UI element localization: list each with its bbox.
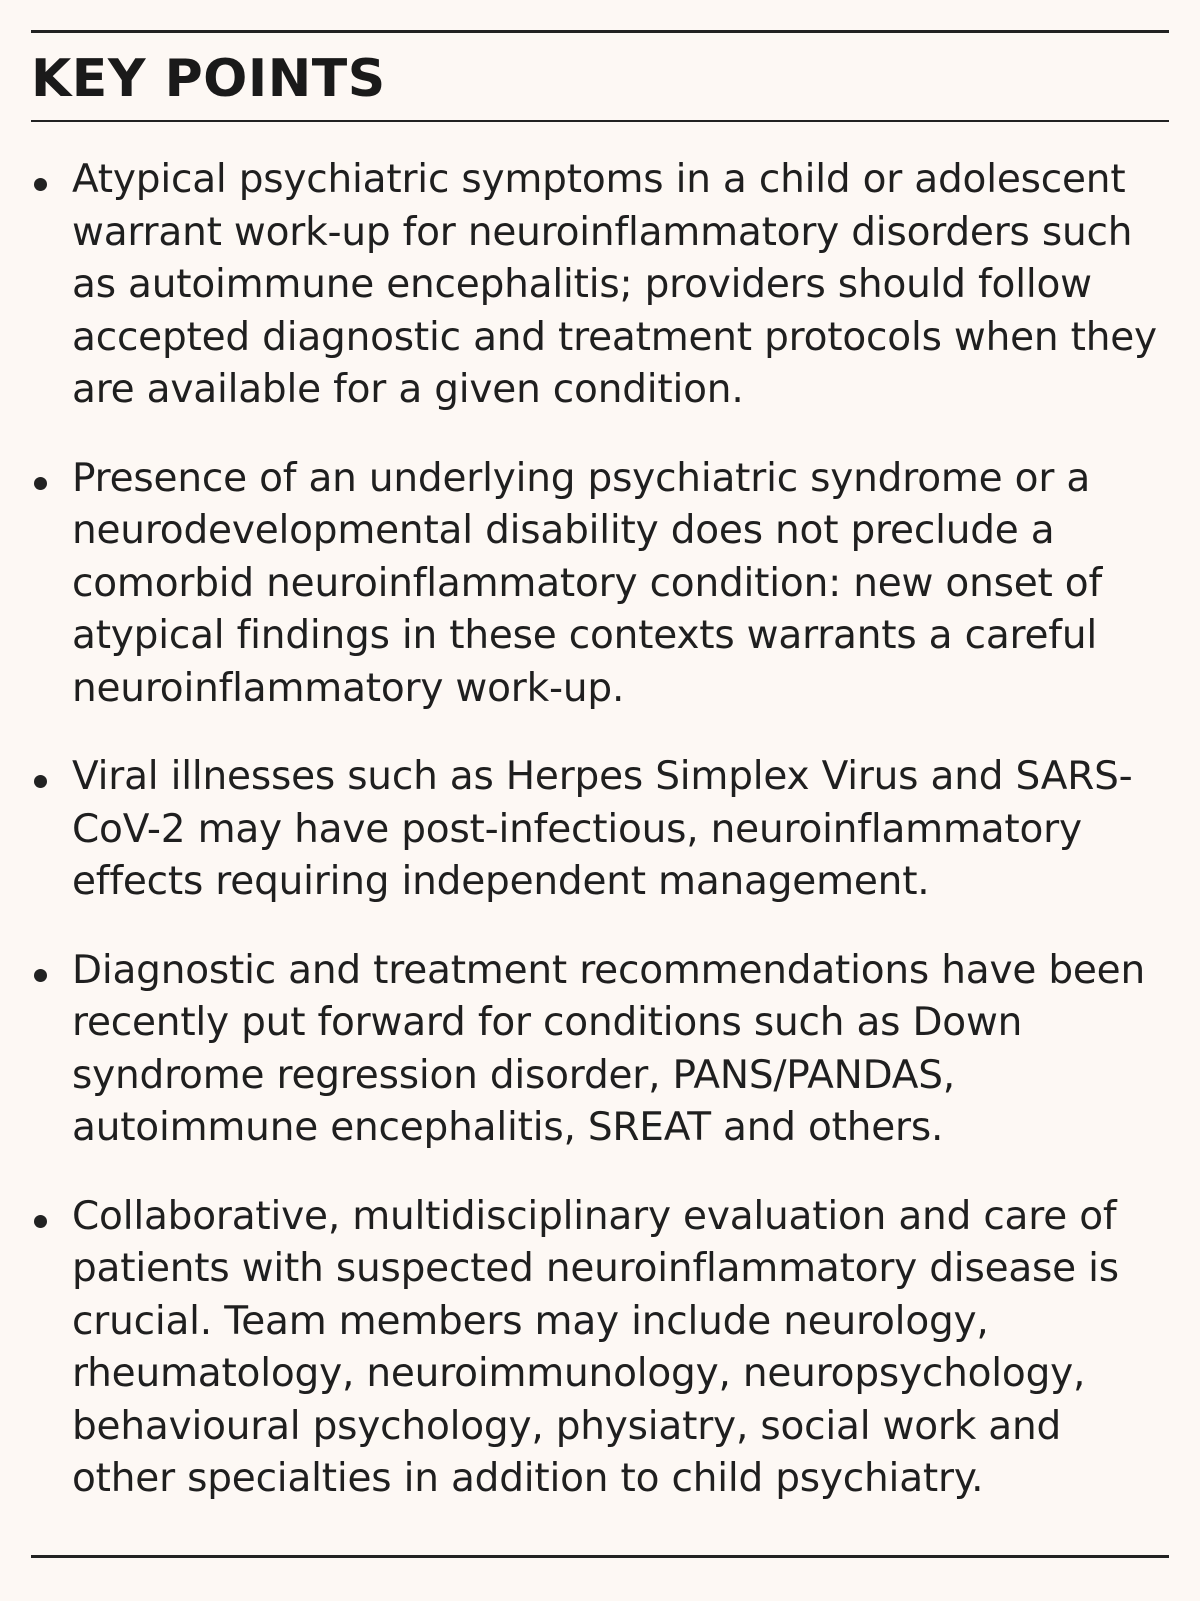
section-heading: KEY POINTS	[31, 49, 386, 109]
key-point-text: Viral illnesses such as Herpes Simplex Virus and SARS-CoV-2 may have post-infectious, neuroinflammatory effects requiring independent management.	[72, 754, 1133, 904]
top-rule	[31, 30, 1169, 33]
bottom-rule	[31, 1555, 1169, 1558]
heading-rule	[31, 120, 1169, 122]
key-point-item	[31, 945, 1169, 1155]
key-point-item	[31, 154, 1169, 417]
key-point-text: Collaborative, multidisciplinary evaluation and care of patients with suspected neuroinflammatory disease is crucial. Team members may include neurology, rheumatology, neuroimmunology, neuropsychology, behavioural psychology, physiatry, social work and other specialties in addition to child psychiatry.	[72, 1193, 1119, 1501]
key-point-text: Diagnostic and treatment recommendations have been recently put forward for conditions such as Down syndrome regression disorder, PANS/PANDAS, autoimmune encephalitis, SREAT and others.	[72, 947, 1145, 1150]
key-points-list	[31, 154, 1169, 1542]
bullet-dot-icon	[34, 178, 47, 191]
bullet-dot-icon	[34, 969, 47, 982]
key-point-item	[31, 453, 1169, 716]
bullet-dot-icon	[34, 775, 47, 788]
key-points-box	[31, 30, 1169, 1558]
key-point-text: Presence of an underlying psychiatric syndrome or a neurodevelopmental disability does not preclude a comorbid neuroinflammatory condition: new onset of atypical findings in these contexts warrants a careful neuroinflammatory work-up.	[72, 455, 1102, 711]
key-point-item	[31, 1191, 1169, 1506]
bullet-dot-icon	[34, 1215, 47, 1228]
key-point-item	[31, 751, 1169, 909]
key-point-text: Atypical psychiatric symptoms in a child or adolescent warrant work-up for neuroinflammatory disorders such as autoimmune encephalitis; providers should follow accepted diagnostic and treatment protocols when they are available for a given condition.	[72, 157, 1157, 412]
bullet-dot-icon	[34, 477, 47, 490]
